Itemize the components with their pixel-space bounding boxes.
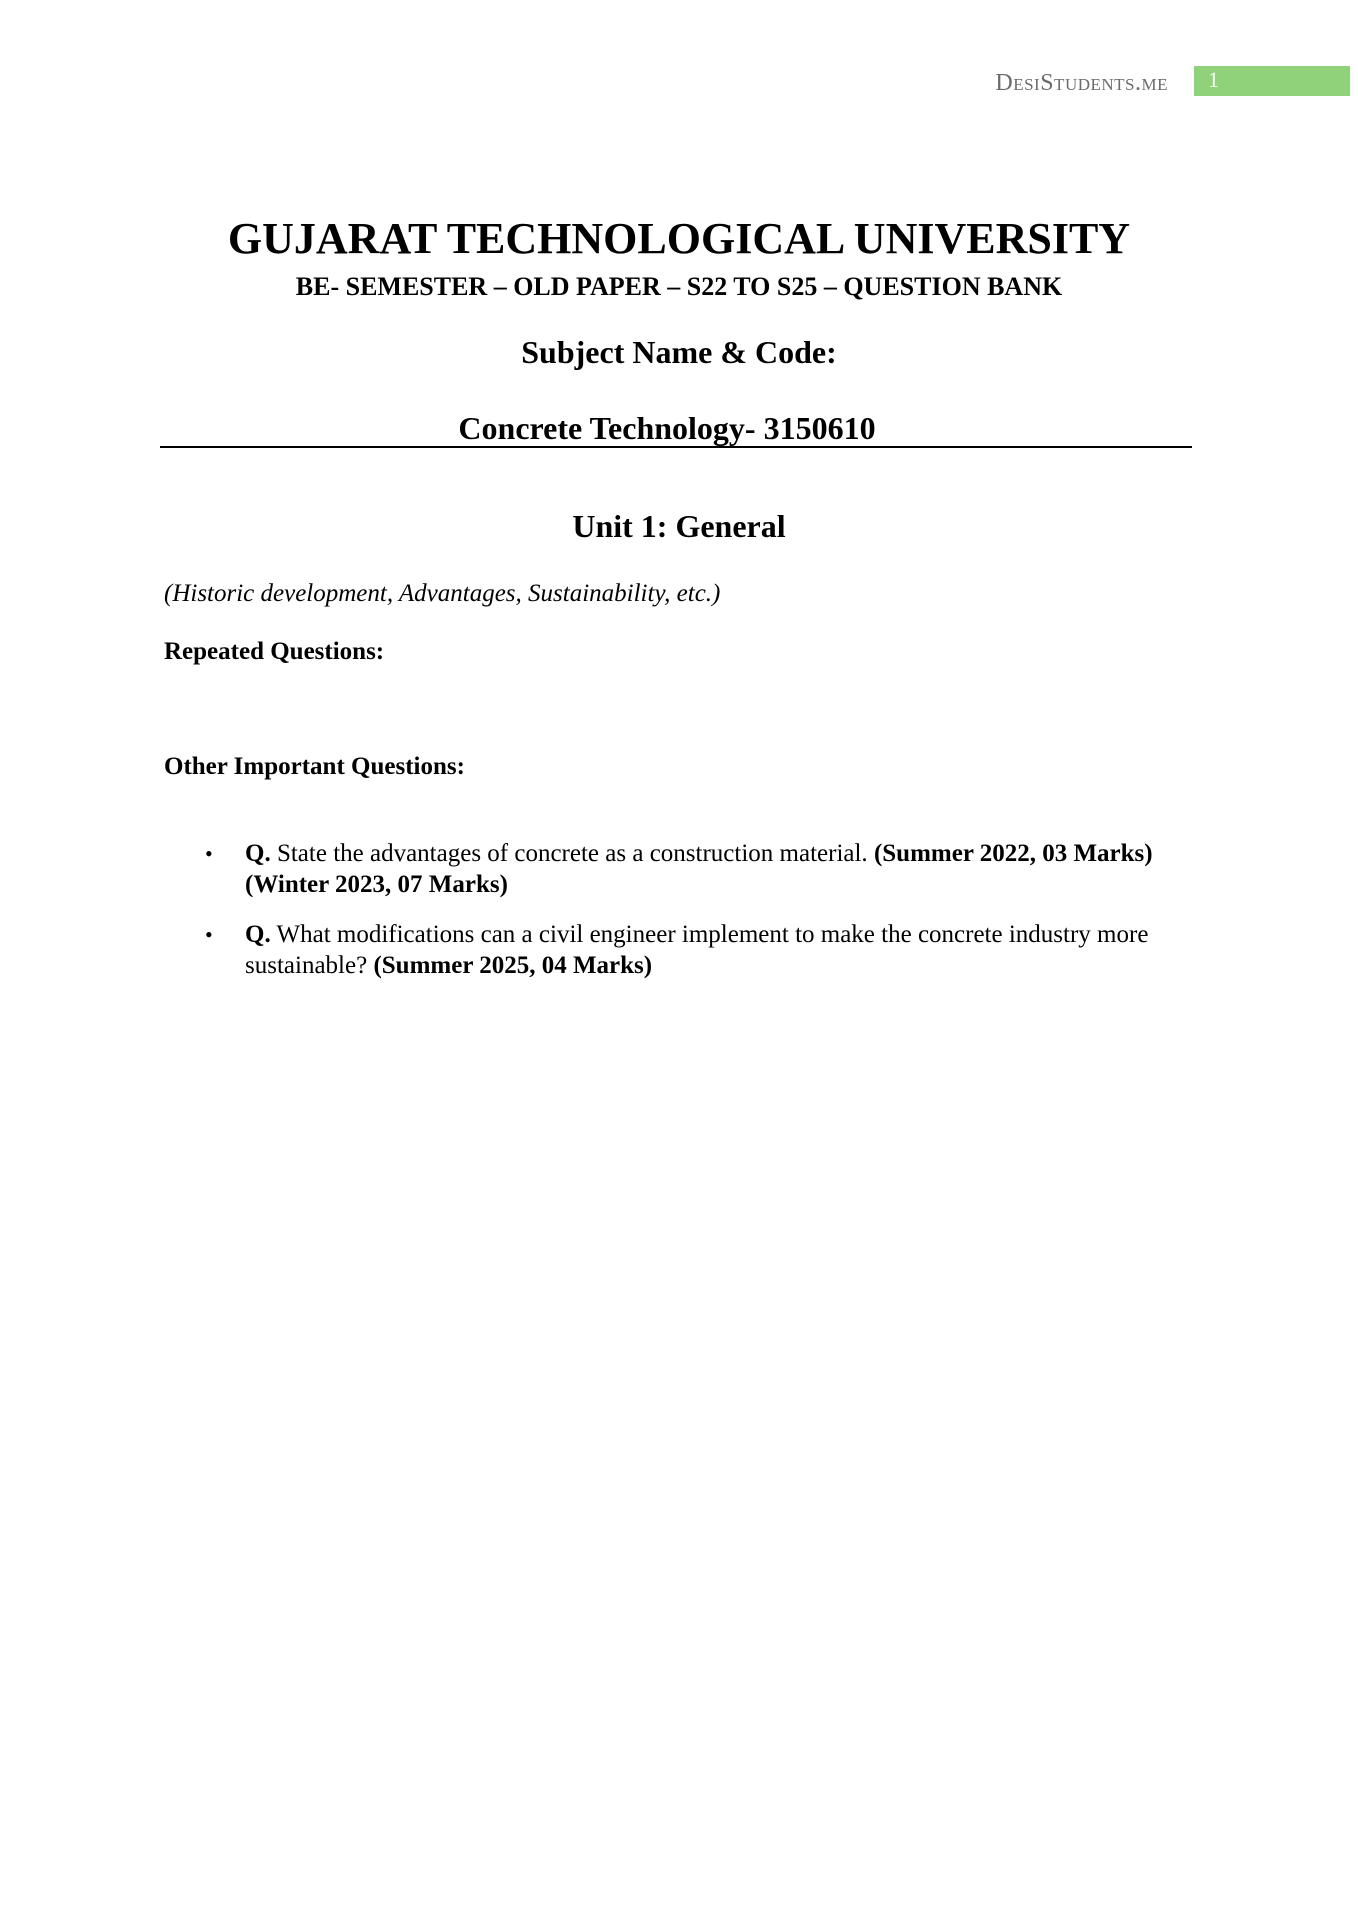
unit-title: Unit 1: General [572,508,786,544]
page-number-tab [1194,66,1350,96]
page-header [0,66,1358,100]
subject-name-code: Concrete Technology- 3150610 [458,410,876,446]
document-subtitle: BE- SEMESTER – OLD PAPER – S22 TO S25 – QUESTION BANK [295,272,1063,301]
unit-topics: (Historic development, Advantages, Sustainability, etc.) [164,580,721,607]
title-divider [160,446,1192,448]
question-exam-meta: (Summer 2022, 03 Marks) (Winter 2023, 07 Marks) [245,840,1153,898]
subject-label: Subject Name & Code: [521,334,837,370]
question-prefix: Q. [245,921,271,948]
other-questions-heading: Other Important Questions: [164,753,465,780]
question-item [0,838,1358,900]
page-number: 1 [1208,67,1219,92]
question-exam-meta: (Summer 2025, 04 Marks) [373,952,653,979]
site-name: DesiStudents.me [995,70,1168,96]
bullet-icon: • [205,922,213,947]
repeated-questions-heading: Repeated Questions: [164,638,385,665]
university-title: GUJARAT TECHNOLOGICAL UNIVERSITY [227,214,1131,263]
bullet-icon: • [205,841,213,866]
question-prefix: Q. [245,840,271,867]
question-item [0,919,1358,981]
question-list [0,838,1358,1000]
question-text: State the advantages of concrete as a construction material. [270,840,874,867]
question-text: What modifications can a civil engineer implement to make the concrete industry more sustainable? [245,921,1149,979]
